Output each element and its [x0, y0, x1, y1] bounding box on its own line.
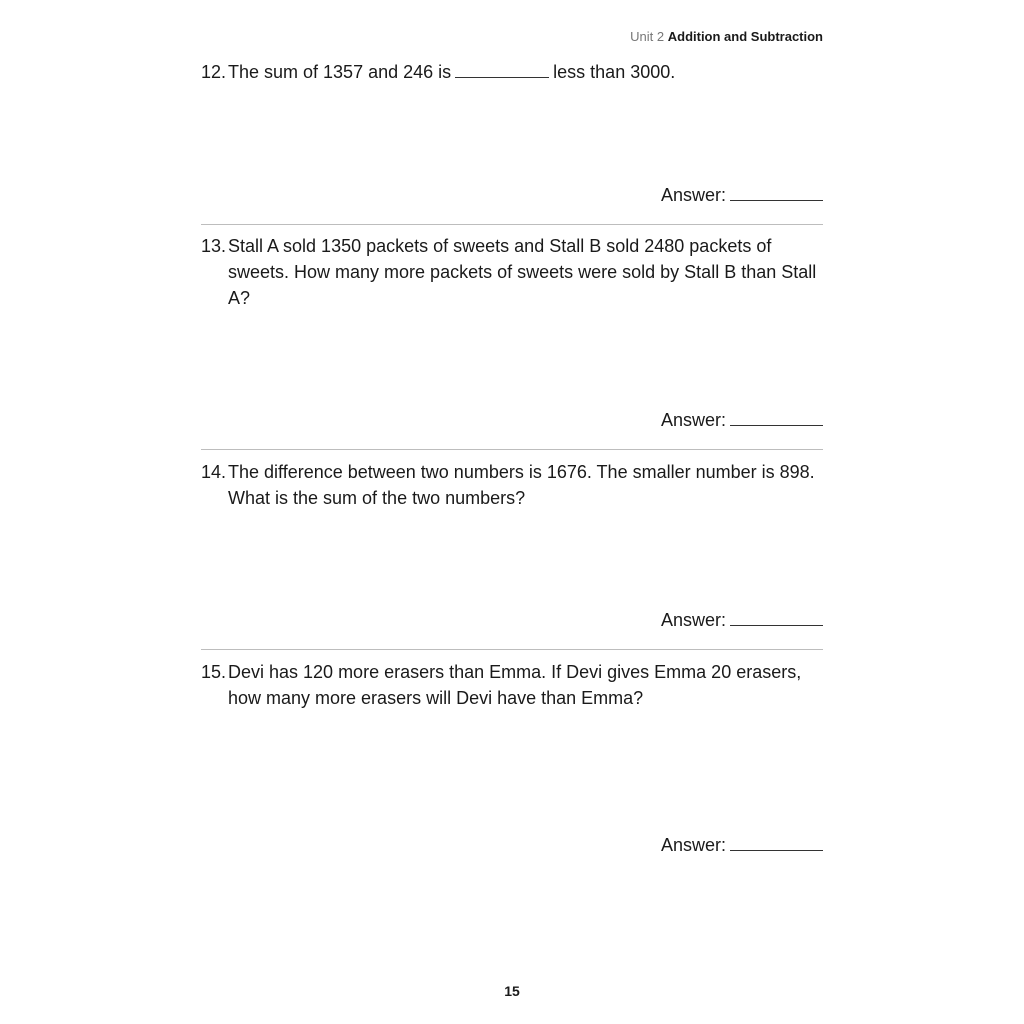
answer-label: Answer: [660, 410, 726, 430]
section-divider [201, 449, 823, 450]
answer-label: Answer: [660, 185, 726, 205]
question-text: how many more erasers will Devi have than Emma? [228, 688, 644, 708]
question-text: sweets. How many more packets of sweets were sold by Stall B than Stall [228, 262, 817, 282]
question-line [201, 485, 823, 511]
answer-blank[interactable] [730, 411, 823, 426]
question-text-after-blank: less than 3000. [553, 62, 676, 82]
question-text-before-blank: The sum of 1357 and 246 is [228, 62, 452, 82]
answer-15 [661, 835, 823, 856]
question-text: Devi has 120 more erasers than Emma. If Devi gives Emma 20 erasers, [228, 662, 802, 682]
question-line [201, 659, 823, 685]
unit-title: Addition and Subtraction [667, 29, 823, 44]
answer-blank[interactable] [730, 611, 823, 626]
answer-13 [661, 410, 823, 431]
question-text: Stall A sold 1350 packets of sweets and Stall B sold 2480 packets of [228, 236, 772, 256]
question-number: 15. [201, 662, 227, 682]
page-header [630, 29, 823, 44]
question-line [201, 685, 823, 711]
question-text: What is the sum of the two numbers? [228, 488, 526, 508]
question-number: 13. [201, 236, 227, 256]
question-13 [201, 233, 823, 311]
page-number: 15 [504, 983, 520, 999]
question-12 [201, 59, 823, 85]
question-line [201, 459, 823, 485]
fill-in-blank[interactable] [455, 61, 549, 78]
answer-14 [661, 610, 823, 631]
question-number: 14. [201, 462, 227, 482]
question-line [201, 259, 823, 285]
question-text: A? [228, 288, 251, 308]
question-line [201, 59, 823, 85]
question-number: 12. [201, 62, 227, 82]
answer-blank[interactable] [730, 836, 823, 851]
question-15 [201, 659, 823, 711]
section-divider [201, 224, 823, 225]
question-line [201, 233, 823, 259]
answer-blank[interactable] [730, 186, 823, 201]
unit-number: Unit 2 [630, 29, 665, 44]
section-divider [201, 649, 823, 650]
answer-label: Answer: [660, 610, 726, 630]
answer-label: Answer: [660, 835, 726, 855]
question-text: The difference between two numbers is 1676. The smaller number is 898. [228, 462, 815, 482]
question-14 [201, 459, 823, 511]
answer-12 [661, 185, 823, 206]
question-line [201, 285, 823, 311]
